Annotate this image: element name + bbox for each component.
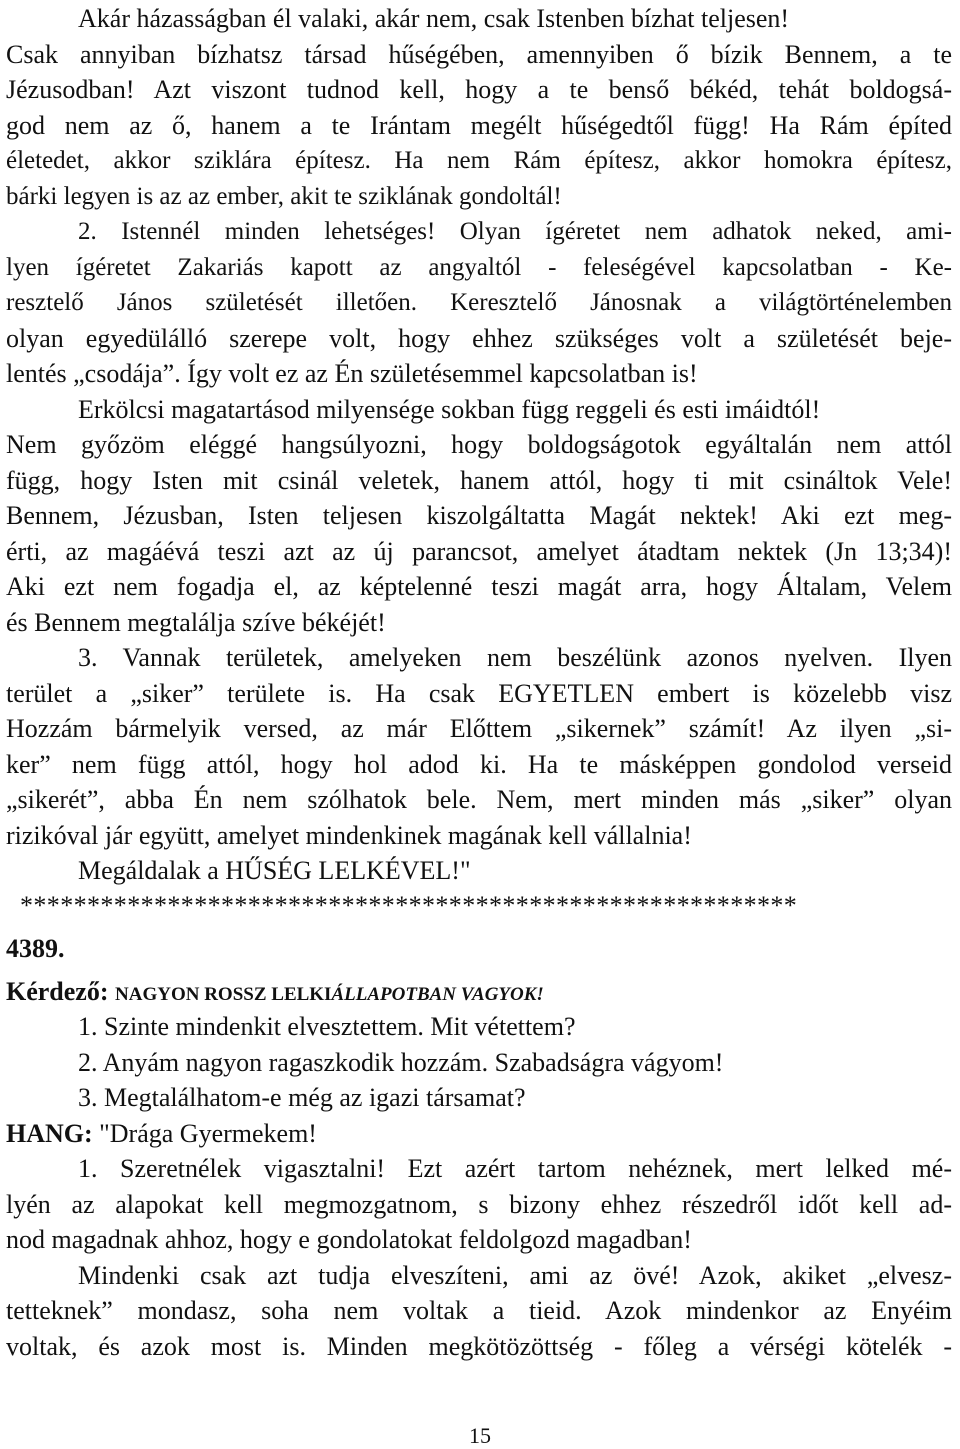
text-line: Hozzám bármelyik versed, az már Előttem „sikernek” számít! Az ilyen „si-: [6, 714, 952, 743]
question-item: 1. Szinte mindenkit elvesztettem. Mit vétettem?: [78, 1012, 576, 1041]
text-line: Csak annyiban bízhatsz társad hűségében, amennyiben ő bízik Bennem, a te: [6, 40, 952, 69]
text-line: god nem az ő, hanem a te Irántam megélt hűségedtől függ! Ha Rám építed: [6, 111, 952, 140]
text-line: terület a „siker” területe is. Ha csak EGYETLEN embert is közelebb visz: [6, 679, 952, 708]
kerdezo-title-b: ÁLLAPOTBAN VAGYOK!: [331, 984, 544, 1005]
text-line: nod magadnak ahhoz, hogy e gondolatokat feldolgozd magadban!: [6, 1225, 692, 1254]
text-line: Aki ezt nem fogadja el, az képtelenné teszi magát arra, hogy Általam, Velem: [6, 572, 952, 601]
text-line: Megáldalak a HŰSÉG LELKÉVEL!": [78, 856, 471, 885]
text-line: 1. Szeretnélek vigasztalni! Ezt azért tartom nehéznek, mert lelked mé-: [78, 1154, 952, 1183]
hang-greeting: "Drága Gyermekem!: [92, 1119, 317, 1148]
hang-label: HANG:: [6, 1119, 93, 1148]
text-line: lentés „csodája”. Így volt ez az Én születésemmel kapcsolatban is!: [6, 359, 698, 388]
text-line: lyén az alapokat kell megmozgatnom, s bizony ehhez részedről időt kell ad-: [6, 1190, 952, 1219]
separator-stars: **********************************************************: [20, 891, 798, 920]
text-line: Mindenki csak azt tudja elveszíteni, ami az övé! Azok, akiket „elvesz-: [78, 1261, 952, 1290]
hang-heading: [6, 1119, 952, 1149]
message-number: 4389.: [6, 934, 65, 963]
question-item: 3. Megtalálhatom-e még az igazi társamat?: [78, 1083, 526, 1112]
kerdezo-title-a: NAGYON ROSSZ LELKI: [115, 984, 332, 1005]
text-line: és Bennem megtalálja szíve békéjét!: [6, 608, 386, 637]
text-line: Jézusodban! Azt viszont tudnod kell, hogy a te benső békéd, tehát boldogsá-: [6, 75, 952, 104]
text-line: Akár házasságban él valaki, akár nem, csak Istenben bízhat teljesen!: [78, 4, 790, 33]
text-line: Nem győzöm eléggé hangsúlyozni, hogy boldogságotok egyáltalán nem attól: [6, 430, 952, 459]
text-line: bárki legyen is az az ember, akit te sziklának gondoltál!: [6, 183, 562, 210]
text-line: Erkölcsi magatartásod milyensége sokban függ reggeli és esti imáidtól!: [78, 395, 821, 424]
text-line: érti, az magáévá teszi azt az új parancsot, amelyet átadtam nektek (Jn 13;34)!: [6, 537, 952, 566]
text-line: lyen ígéretet Zakariás kapott az angyaltól - feleségével kapcsolatban - Ke-: [6, 254, 952, 281]
text-line: olyan egyedülálló szerepe volt, hogy ehhez szükséges volt a születését beje-: [6, 324, 952, 353]
kerdezo-label: Kérdező:: [6, 977, 109, 1006]
text-line: rizikóval jár együtt, amelyet mindenkinek magának kell vállalnia!: [6, 821, 692, 850]
question-item: 2. Anyám nagyon ragaszkodik hozzám. Szabadságra vágyom!: [78, 1048, 724, 1077]
text-line: tetteknek” mondasz, soha nem voltak a tieid. Azok mindenkor az Enyéim: [6, 1296, 952, 1325]
text-line: függ, hogy Isten mit csinál veletek, hanem attól, hogy ti mit csináltok Vele!: [6, 466, 952, 495]
text-line: ker” nem függ attól, hogy hol adod ki. Ha te másképpen gondolod verseid: [6, 750, 952, 779]
text-line: resztelő János születését illetően. Keresztelő Jánosnak a világtörténelemben: [6, 289, 952, 316]
text-line: „sikerét”, abba Én nem szólhatok bele. Nem, mert minden más „siker” olyan: [6, 785, 952, 814]
kerdezo-heading: [6, 977, 952, 1010]
text-line: voltak, és azok most is. Minden megkötözöttség - főleg a vérségi kötelék -: [6, 1332, 952, 1361]
page-number: 15: [469, 1423, 491, 1448]
text-line: 3. Vannak területek, amelyeken nem beszélünk azonos nyelven. Ilyen: [78, 643, 952, 672]
text-line: 2. Istennél minden lehetséges! Olyan ígéretet nem adhatok neked, ami-: [78, 218, 952, 245]
text-line: életedet, akkor sziklára építesz. Ha nem Rám építesz, akkor homokra építesz,: [6, 147, 952, 174]
text-line: Bennem, Jézusban, Isten teljesen kiszolgáltatta Magát nektek! Aki ezt meg-: [6, 501, 952, 530]
